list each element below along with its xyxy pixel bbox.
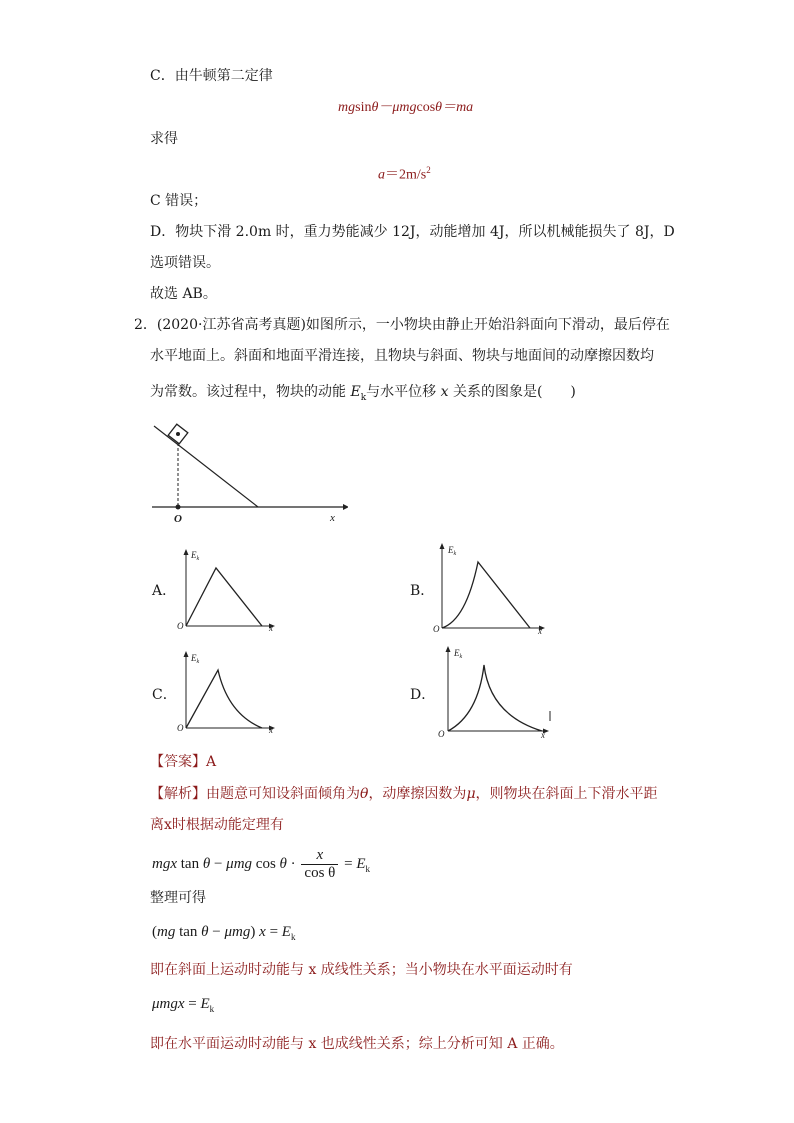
a-x: x (164, 817, 172, 833)
question-line2: 水平地面上。斜面和地面平滑连接，且物块与斜面、物块与地面间的动摩擦因数均 (150, 348, 654, 364)
eq-part: cos (252, 856, 280, 872)
q-var-E: E (350, 384, 361, 400)
eq-part: ＝2m/s (385, 167, 427, 183)
option-b-label: B． (410, 583, 435, 599)
qiude-text: 求得 (150, 131, 178, 147)
axis-x-label: x (269, 623, 273, 633)
q-sub-k: k (360, 392, 367, 403)
eq-part: = (340, 856, 357, 872)
a-text: 离 (150, 817, 164, 833)
choose-text: 故选 AB。 (150, 286, 217, 302)
incline-line (154, 426, 258, 507)
question-line3 (150, 382, 576, 408)
eq-part: E (281, 924, 291, 940)
y-arrow (440, 543, 445, 549)
graph-d (434, 645, 554, 739)
eq-part: mg (338, 100, 356, 115)
equation-simplified (152, 922, 295, 947)
curve-b (442, 562, 530, 628)
question-line1: 2．(2020·江苏省高考真题)如图所示，一小物块由静止开始沿斜面向下滑动，最后停在 (134, 317, 670, 333)
eq-part: ma (456, 100, 474, 115)
eq-part: tan (175, 924, 202, 940)
eq-part: mgx (152, 856, 177, 872)
axis-x-label: x (541, 730, 545, 739)
eq-sup: 2 (426, 165, 431, 175)
axis-x-label: x (269, 725, 273, 735)
curve-d (448, 665, 542, 731)
equation-work-energy (152, 846, 370, 887)
analysis-line2 (150, 815, 284, 835)
eq-part: tan (177, 856, 203, 872)
axis-E-label: $E_k$ (454, 648, 463, 660)
option-a-label: A． (152, 583, 177, 599)
analysis-label: 【解析】 (150, 786, 206, 802)
a-mu: μ (466, 786, 476, 802)
x-axis-label: x (330, 512, 335, 524)
q-var-x: x (440, 384, 449, 400)
eq-part: mg (157, 924, 176, 940)
eq-part: · (286, 856, 300, 872)
axis-E-label: $E_k$ (191, 653, 200, 665)
d-text-line1: D．物块下滑 2.0m 时，重力势能减少 12J，动能增加 4J，所以机械能损失了 8J，D (150, 224, 675, 240)
a-text: ，动摩擦因数为 (368, 786, 467, 802)
q-text: 与水平位移 (366, 384, 441, 400)
axis-x-label: x (538, 626, 542, 636)
eq-part: θ－ (371, 100, 393, 115)
eq-sub: k (209, 1004, 215, 1014)
q-text: 为常数。该过程中，物块的动能 (150, 384, 351, 400)
y-arrow (184, 651, 189, 657)
eq-part: E (200, 996, 210, 1012)
eq-part: − (210, 856, 227, 872)
axis-O-label: O (177, 621, 184, 631)
answer-value: A (206, 754, 217, 770)
incline-figure (148, 418, 348, 528)
axis-O-label: O (438, 729, 445, 739)
axis-E-label: $E_k$ (191, 550, 200, 562)
eq-part: μmg (392, 100, 417, 115)
eq-part: sin (355, 100, 372, 115)
block-dot (176, 432, 180, 436)
ground-arrow (343, 504, 348, 510)
d-text-line2: 选项错误。 (150, 255, 220, 271)
graph-b (432, 542, 552, 636)
axis-E-label: $E_k$ (448, 545, 457, 557)
origin-dot (176, 505, 181, 510)
eq-part: ) (250, 924, 256, 940)
graph-c (176, 650, 280, 736)
answer-label: 【答案】 (150, 754, 206, 770)
eq-part: = (184, 996, 201, 1012)
axis-O-label: O (433, 624, 440, 634)
eq-part: θ (201, 924, 209, 940)
eq-part: E (356, 856, 366, 872)
a-text: 由题意可知设斜面倾角为 (206, 786, 360, 802)
eq-part: θ (279, 856, 287, 872)
fraction-denominator: cos θ (304, 865, 336, 882)
eq-sub: k (365, 864, 370, 874)
eq-part: θ＝ (435, 100, 457, 115)
answer-line (150, 752, 216, 772)
analysis-line4: 即在水平面运动时动能与 x 也成线性关系；综上分析可知 A 正确。 (150, 1036, 564, 1052)
y-arrow (184, 549, 189, 555)
a-text: ，则物块在斜面上下滑水平距 (475, 786, 658, 802)
eq-part: = (265, 924, 282, 940)
a-text: 时根据动能定理有 (171, 817, 284, 833)
eq-part: μmg (226, 856, 253, 872)
eq-part: μmg (224, 924, 251, 940)
curve-a (186, 568, 262, 626)
eq-part: ( (152, 924, 157, 940)
option-c-text: C．由牛顿第二定律 (150, 68, 273, 84)
option-d-label: D． (410, 687, 436, 703)
analysis-line3: 即在斜面上运动时动能与 x 成线性关系；当小物块在水平面运动时有 (150, 962, 573, 978)
c-wrong-text: C 错误； (150, 193, 208, 209)
eq-part: cos (416, 100, 436, 115)
graph-a (176, 548, 280, 634)
equation-ground (152, 994, 214, 1019)
axis-O-label: O (177, 723, 184, 733)
equation-accel (378, 160, 431, 186)
analysis-line1 (150, 784, 658, 804)
eq-sub: k (290, 932, 296, 942)
curve-c (186, 670, 262, 728)
q-text: 关系的图象是( ) (448, 384, 576, 400)
eq-part: μmgx (152, 996, 185, 1012)
a-theta: θ (360, 786, 369, 802)
option-c-label: C． (152, 687, 177, 703)
eq-part: θ (202, 856, 211, 872)
fraction-numerator: x (301, 847, 338, 865)
equation-newton (338, 98, 473, 118)
y-arrow (446, 646, 451, 652)
tidy-text: 整理可得 (150, 890, 206, 906)
fraction (301, 847, 338, 882)
origin-label: O (174, 513, 182, 525)
eq-part: − (208, 924, 225, 940)
eq-part: a (378, 167, 385, 183)
eq-part: x (255, 924, 266, 940)
